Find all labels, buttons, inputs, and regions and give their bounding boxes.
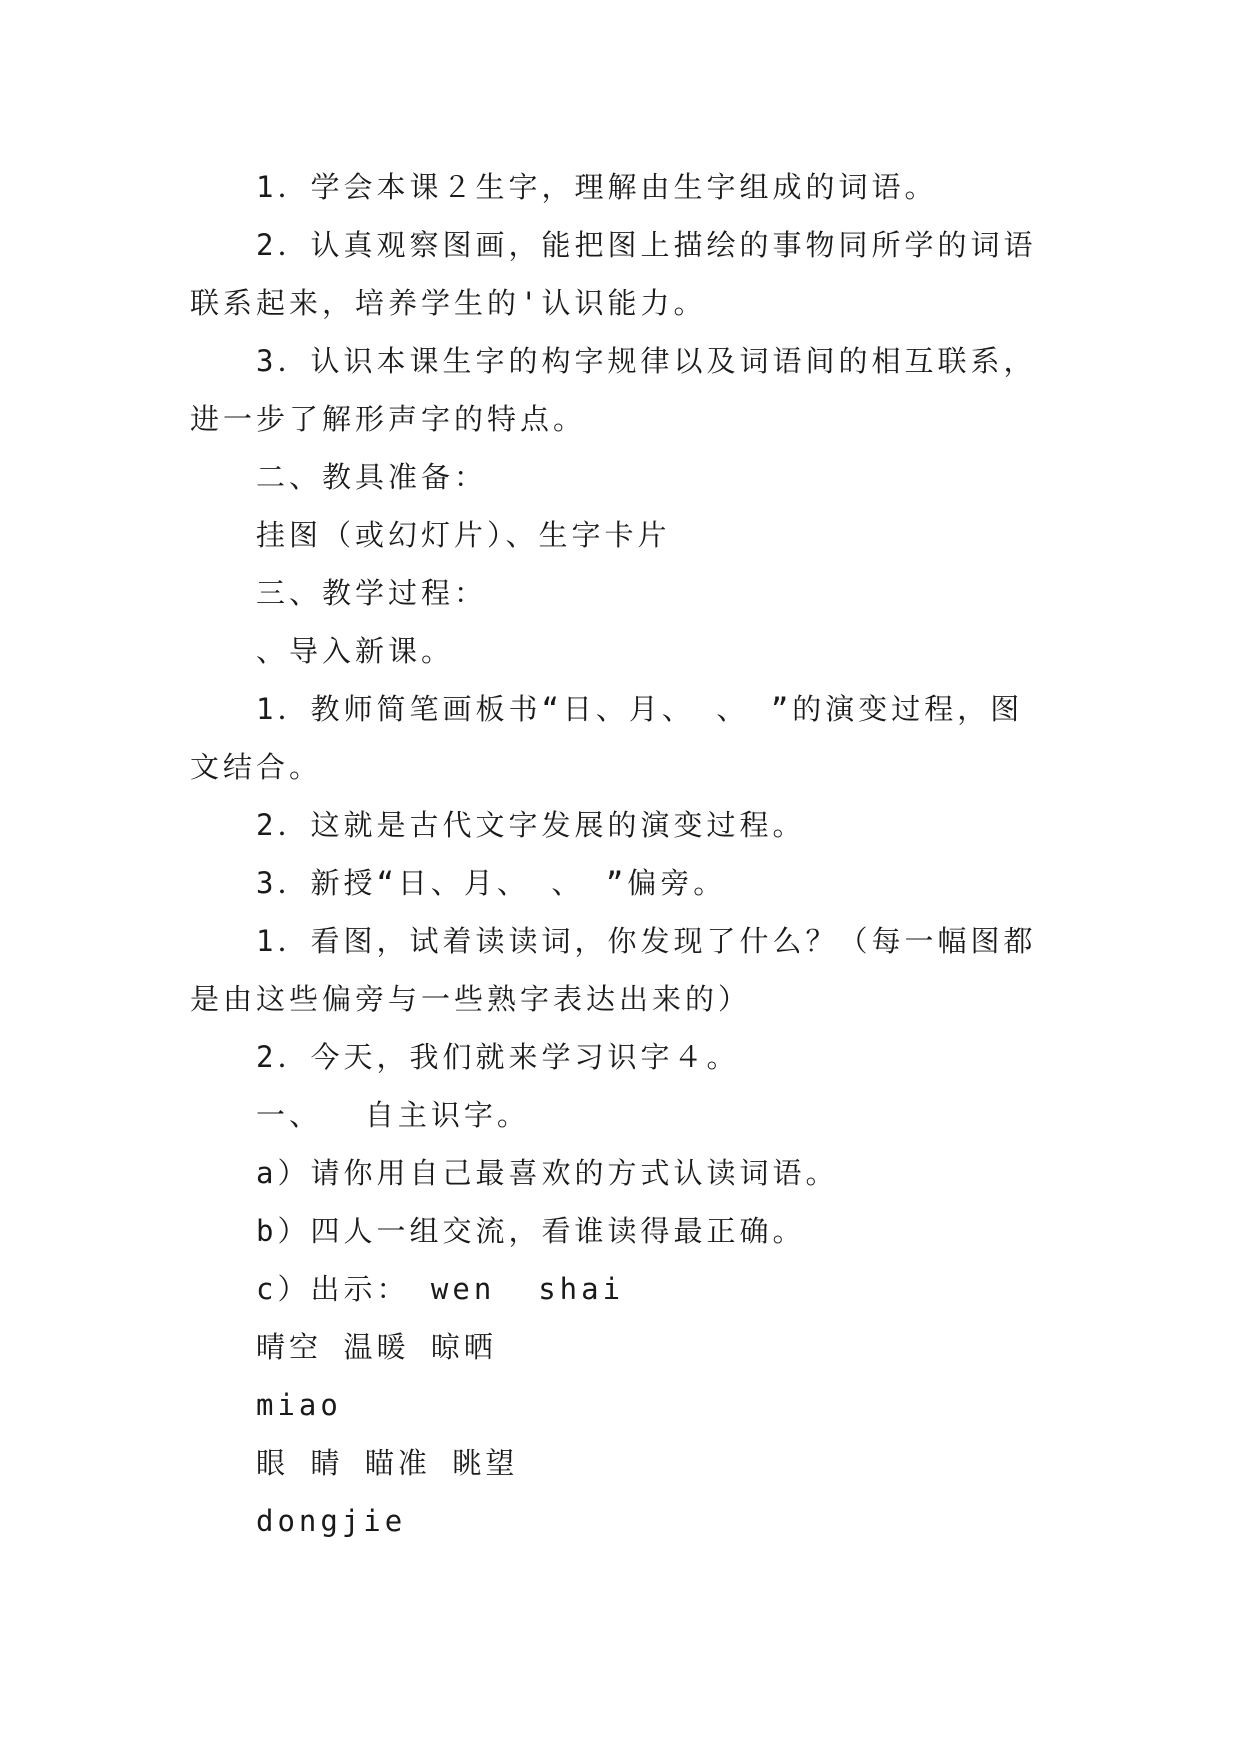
step-2b: 2．今天，我们就来学习识字４。	[256, 1040, 740, 1074]
pinyin-dongjie: dongjie	[256, 1504, 407, 1538]
step-1b-line-1: 1．看图，试着读读词，你发现了什么？（每一幅图都	[256, 924, 1037, 958]
step-1b-line-2: 是由这些偏旁与一些熟字表达出来的）	[190, 982, 752, 1016]
objective-3-line-1: 3．认识本课生字的构字规律以及词语间的相互联系，	[256, 344, 1037, 378]
step-2: 2．这就是古代文字发展的演变过程。	[256, 808, 806, 842]
objective-2-line-1: 2．认真观察图画，能把图上描绘的事物同所学的词语	[256, 228, 1037, 262]
step-1-line-1: 1．教师简笔画板书“日、月、 、 ”的演变过程，图	[256, 692, 1024, 726]
objective-1: 1．学会本课２生字，理解由生字组成的词语。	[256, 170, 938, 204]
objective-3-line-2: 进一步了解形声字的特点。	[190, 402, 587, 436]
pinyin-miao: miao	[256, 1388, 342, 1422]
step-1-line-2: 文结合。	[190, 750, 323, 784]
subheading-intro: 、导入新课。	[256, 634, 455, 668]
preparation-text: 挂图（或幻灯片）、生字卡片	[256, 518, 671, 552]
word-group-1: 晴空 温暖 晾晒	[256, 1330, 497, 1364]
section-heading-preparation: 二、教具准备：	[256, 460, 488, 494]
section-heading-process: 三、教学过程：	[256, 576, 488, 610]
step-3: 3．新授“日、月、 、 ”偏旁。	[256, 866, 727, 900]
item-c: c）出示： wen shai	[256, 1272, 625, 1306]
word-group-2: 眼 睛 瞄准 眺望	[256, 1446, 519, 1480]
item-b: b）四人一组交流，看谁读得最正确。	[256, 1214, 806, 1248]
item-a: a）请你用自己最喜欢的方式认读词语。	[256, 1156, 839, 1190]
subheading-self-study: 一、 自主识字。	[256, 1098, 530, 1132]
objective-2-line-2: 联系起来，培养学生的'认识能力。	[190, 286, 707, 320]
